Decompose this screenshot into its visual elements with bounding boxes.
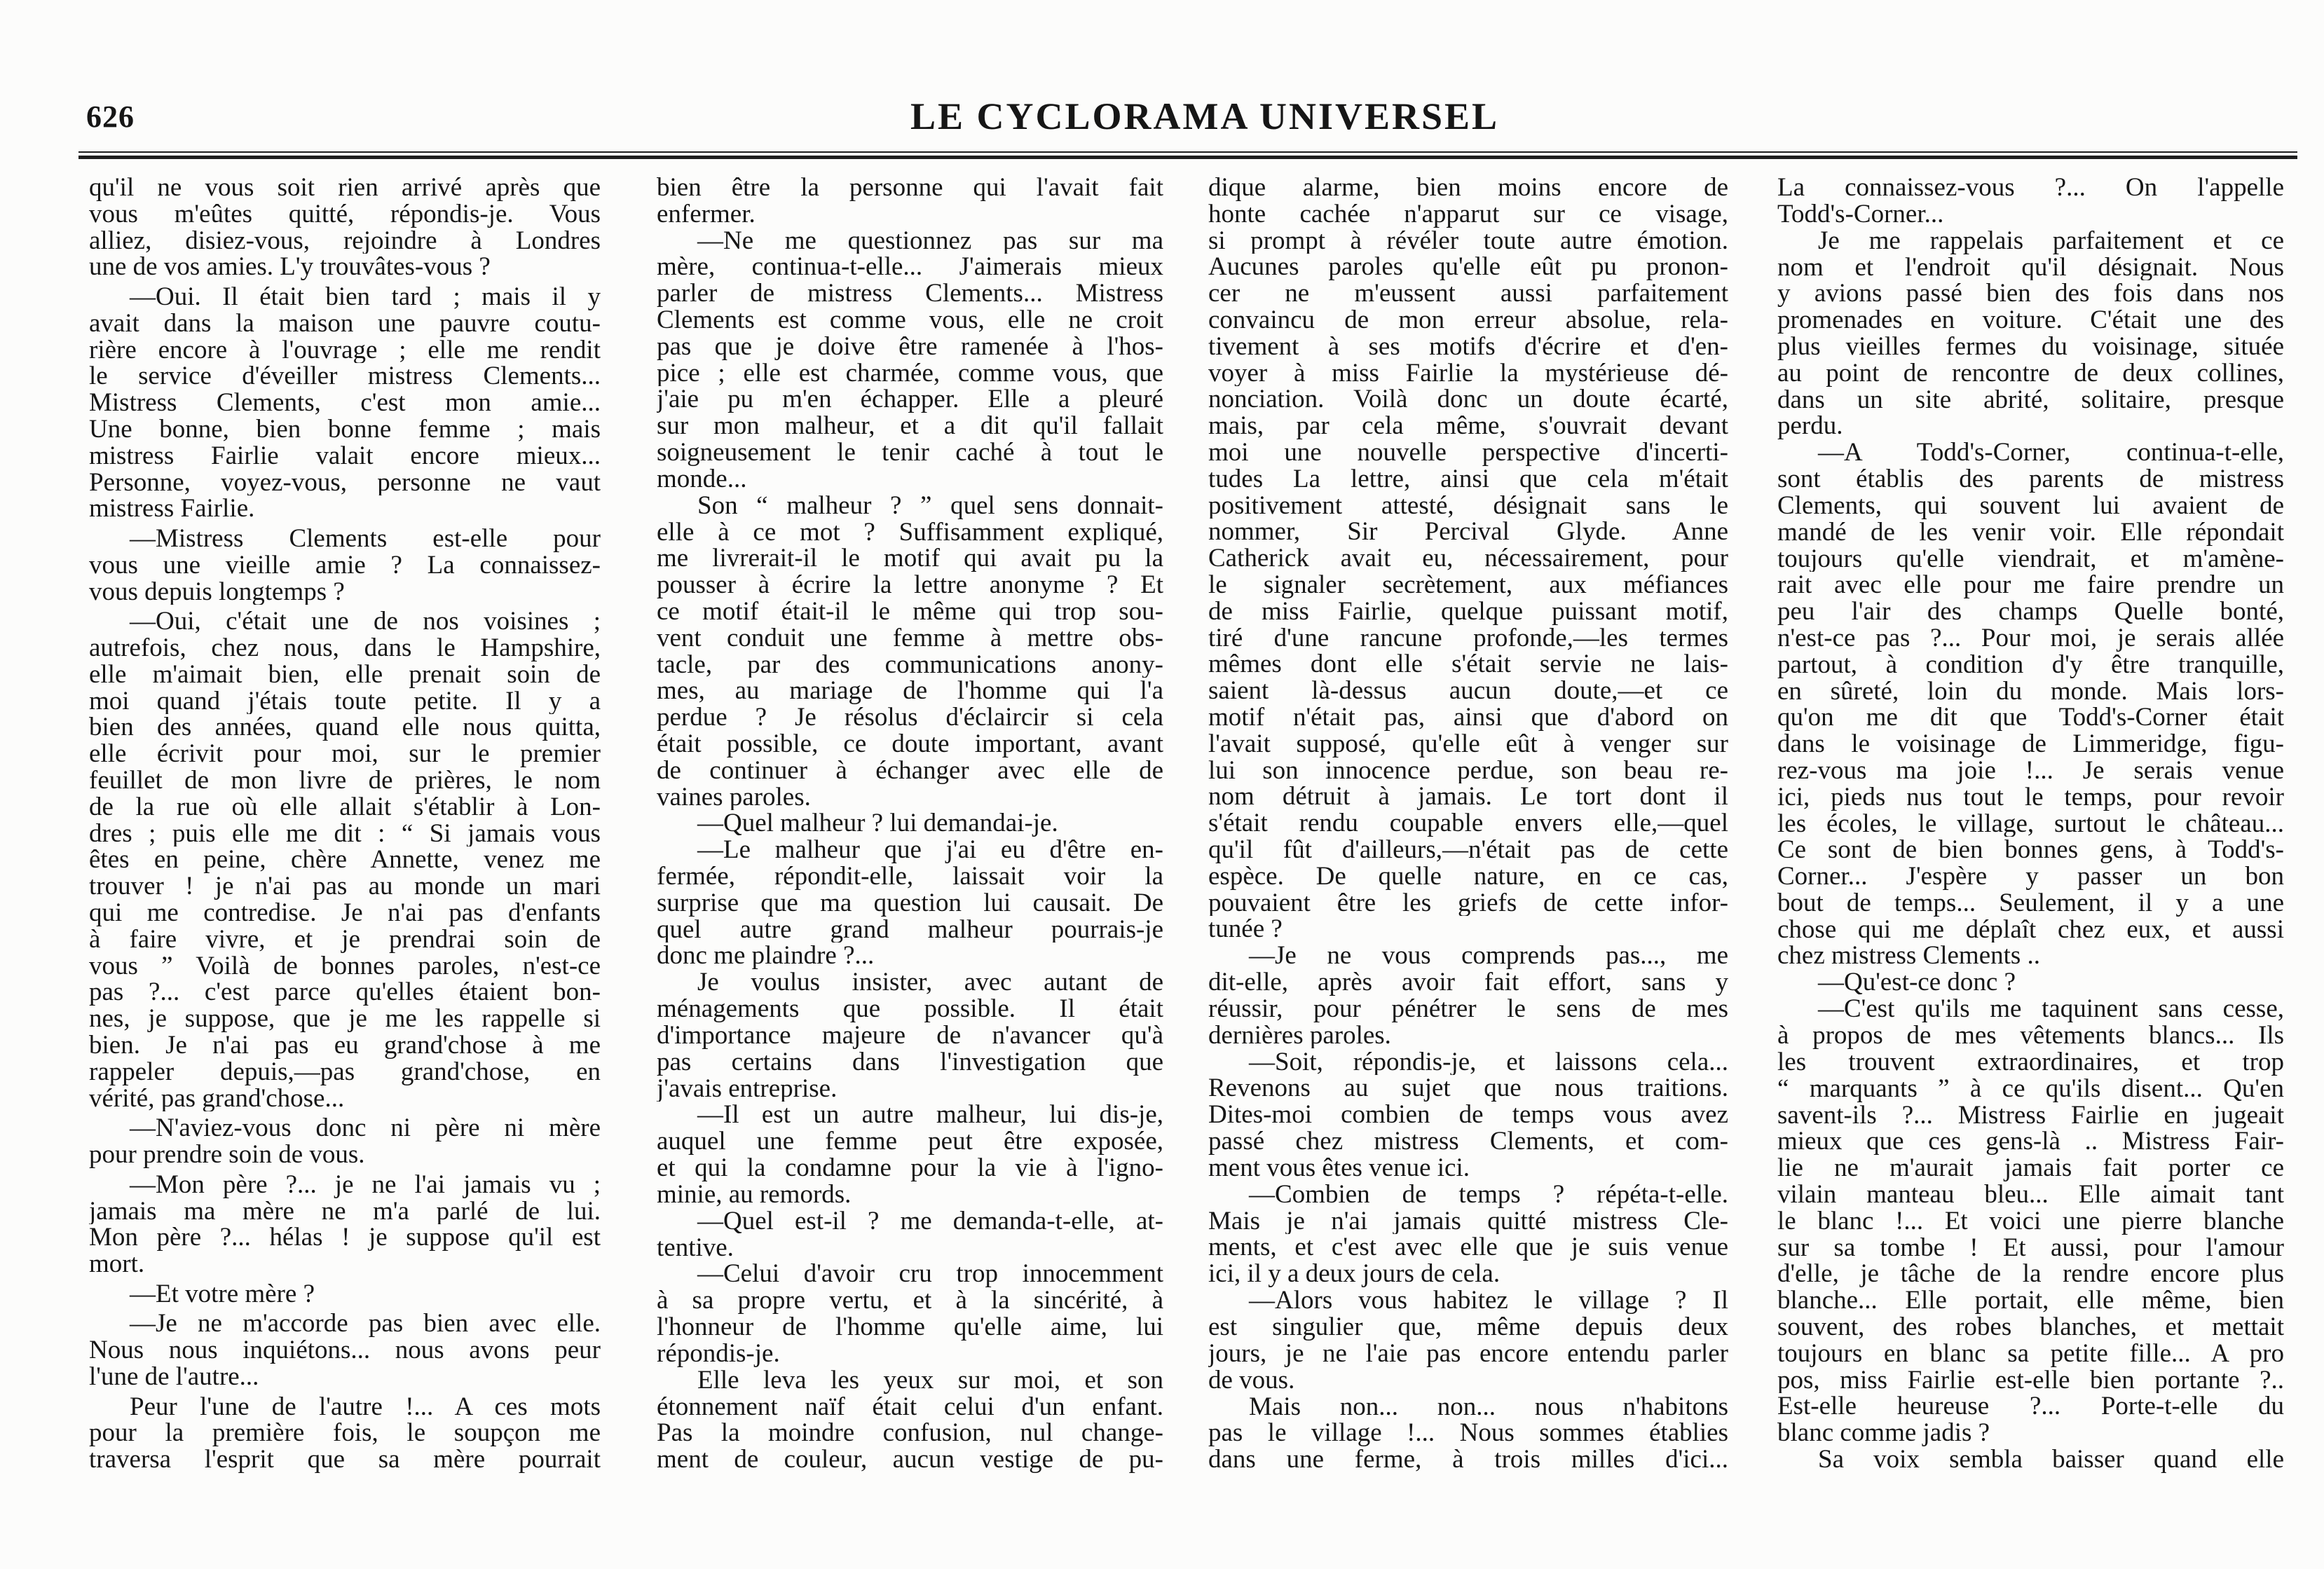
text-line: mort. (89, 1251, 145, 1277)
text-line: ment vous êtes venue ici. (1208, 1154, 1470, 1181)
paragraph (89, 284, 601, 522)
paragraph (657, 228, 1163, 493)
text-line: en sûreté, loin du monde. Mais lors- (1777, 678, 2284, 705)
paragraph (657, 1208, 1163, 1261)
text-line: pos, miss Fairlie est-elle bien portante ?.. (1777, 1366, 2284, 1394)
text-line: elle écrivit pour moi, sur le premier (89, 741, 601, 768)
text-line: —Oui, c'était une de nos voisines ; (130, 608, 601, 636)
text-line: —Le malheur que j'ai eu d'être en- (697, 837, 1163, 864)
paragraph (89, 1310, 601, 1390)
text-line: à propos de mes vêtements blancs... Ils (1777, 1022, 2284, 1050)
paragraph (1208, 174, 1728, 943)
text-line: les trouvent extraordinaires, et trop (1777, 1049, 2284, 1076)
text-line: toujours en blanc sa petite fille... A pro (1777, 1340, 2284, 1367)
text-line: nom et l'endroit qu'il désignait. Nous (1777, 254, 2284, 281)
paragraph (1777, 1446, 2284, 1473)
text-line: tunée ? (1208, 916, 1283, 943)
column-1 (89, 174, 601, 1473)
text-line: chez mistress Clements .. (1777, 943, 2041, 970)
text-line: Peur l'une de l'autre !... A ces mots (130, 1393, 601, 1420)
paragraph (1208, 1181, 1728, 1287)
page-title: LE CYCLORAMA UNIVERSEL (910, 95, 1500, 137)
text-line: auquel une femme peut être exposée, (657, 1128, 1163, 1156)
paragraph (89, 174, 601, 280)
paragraph (1208, 943, 1728, 1048)
text-line: parler de mistress Clements... Mistress (657, 280, 1163, 308)
text-line: honte cachée n'apparut sur ce visage, (1208, 200, 1728, 228)
header-rule-thick (78, 156, 2297, 159)
paragraph (1208, 1287, 1728, 1393)
text-line: Pas la moindre confusion, nul change- (657, 1420, 1163, 1447)
text-line: Mais non... non... nous n'habitons (1249, 1393, 1728, 1420)
text-line: positivement attesté, désignait sans le (1208, 492, 1728, 519)
text-line: Personne, voyez-vous, personne ne vaut (89, 469, 601, 496)
text-line: pas certains dans l'investigation que (657, 1048, 1163, 1076)
text-line: l'honneur de l'homme qu'elle aime, lui (657, 1314, 1163, 1341)
text-line: j'avais entreprise. (657, 1075, 838, 1102)
text-line: bien des années, quand elle nous quitta, (89, 714, 601, 741)
text-line: et qui la condamne pour la vie à l'igno- (657, 1155, 1163, 1181)
text-line: Est-elle heureuse ?... Porte-t-elle du (1777, 1393, 2284, 1420)
text-line: plus vieilles fermes du voisinage, située (1777, 333, 2284, 360)
text-line: Ce sont de bien bonnes gens, à Todd's- (1777, 837, 2284, 864)
text-line: moi une nouvelle perspective d'incerti- (1208, 439, 1728, 466)
text-line: —Alors vous habitez le village ? Il (1249, 1287, 1728, 1315)
text-line: dans le voisinage de Limmeridge, figu- (1777, 731, 2284, 758)
text-line: Aucunes paroles qu'elle eût pu pronon- (1208, 254, 1728, 281)
text-line: au point de rencontre de deux collines, (1777, 359, 2284, 387)
text-line: elle m'aimait bien, elle prenait soin de (89, 661, 601, 688)
text-line: une de vos amies. L'y trouvâtes-vous ? (89, 254, 491, 281)
text-line: fermée, répondit-elle, laissait voir la (657, 863, 1163, 890)
text-line: si prompt à révéler toute autre émotion. (1208, 227, 1728, 254)
text-line: elle à ce mot ? Suffisamment expliqué, (657, 519, 1163, 546)
text-line: vent conduit une femme à mettre obs- (657, 624, 1163, 652)
text-line: —Qu'est-ce donc ? (1818, 969, 2016, 996)
text-line: mère, continua-t-elle... J'aimerais mieux (657, 254, 1163, 281)
text-line: les écoles, le village, surtout le château... (1777, 810, 2284, 837)
paragraph (657, 837, 1163, 969)
paragraph (89, 1172, 601, 1277)
text-line: de la rue où elle allait s'établir à Lon- (89, 793, 601, 821)
paragraph (1777, 969, 2284, 996)
text-line: —Et votre mère ? (130, 1280, 315, 1308)
text-line: nonciation. Voilà donc un doute écarté, (1208, 386, 1728, 413)
text-line: jours, je ne l'aie pas encore entendu parler (1208, 1340, 1728, 1367)
text-line: l'avait supposé, qu'elle eût à venger sur (1208, 730, 1728, 758)
text-line: savent-ils ?... Mistress Fairlie en jugeait (1777, 1102, 2284, 1129)
text-line: avait dans la maison une pauvre coutu- (89, 310, 601, 337)
text-line: blanche... Elle portait, elle même, bien (1777, 1287, 2284, 1315)
text-line: donc me plaindre ?... (657, 943, 875, 970)
text-line: Revenons au sujet que nous traitions. (1208, 1075, 1728, 1102)
text-line: tentive. (657, 1234, 734, 1261)
text-line: nom détruit à jamais. Le tort dont il (1208, 783, 1728, 811)
text-line: chose qui me déplaît chez eux, et aussi (1777, 916, 2284, 943)
text-line: —N'aviez-vous donc ni père ni mère (130, 1115, 601, 1142)
text-line: à sa propre vertu, et à la sincérité, à (657, 1287, 1163, 1315)
text-line: vaines paroles. (657, 783, 811, 811)
text-line: rière encore à l'ouvrage ; elle me rendit (89, 336, 601, 364)
text-line: de miss Fairlie, quelque puissant motif, (1208, 598, 1728, 625)
text-line: tudes La lettre, ainsi que cela m'était (1208, 465, 1728, 493)
column-4 (1777, 174, 2284, 1473)
text-line: moi quand j'étais toute petite. Il y a (89, 687, 601, 715)
text-line: sont établis des parents de mistress (1777, 466, 2284, 493)
text-line: —A Todd's-Corner, continua-t-elle, (1818, 439, 2284, 467)
text-line: —Quel malheur ? lui demandai-je. (697, 810, 1058, 837)
text-line: Une bonne, bien bonne femme ; mais (89, 416, 601, 443)
text-line: —Mistress Clements est-elle pour (130, 526, 601, 552)
text-line: nommer, Sir Percival Glyde. Anne (1208, 519, 1728, 546)
text-line: n'est-ce pas ?... Pour moi, je serais allée (1777, 624, 2284, 652)
text-line: monde... (657, 465, 747, 493)
paragraph (89, 1394, 601, 1473)
text-line: perdue ? Je résolus d'éclaircir si cela (657, 704, 1163, 731)
text-line: le service d'éveiller mistress Clements... (89, 363, 601, 390)
text-line: rait avec elle pour me faire prendre un (1777, 572, 2284, 599)
text-line: pas que je doive être ramenée à l'hos- (657, 333, 1163, 360)
text-line: Mon père ?... hélas ! je suppose qu'il est (89, 1224, 601, 1252)
text-line: vilain manteau bleu... Elle aimait tant (1777, 1181, 2284, 1208)
text-line: mistress Fairlie. (89, 495, 255, 523)
text-line: le blanc !... Et voici une pierre blanche (1777, 1207, 2284, 1235)
page-number: 626 (86, 100, 135, 134)
text-line: j'aie pu m'en échapper. Elle a pleuré (657, 386, 1163, 413)
text-line: espèce. De quelle nature, en ce cas, (1208, 863, 1728, 890)
paragraph (1777, 228, 2284, 439)
text-line: La connaissez-vous ?... On l'appelle (1777, 174, 2284, 201)
text-line: voyer à miss Fairlie la mystérieuse dé- (1208, 359, 1728, 387)
text-line: jamais ma mère ne m'a parlé de lui. (89, 1198, 601, 1225)
text-line: autrefois, chez nous, dans le Hampshire, (89, 635, 601, 662)
text-line: tacle, par des communications anony- (657, 651, 1163, 678)
text-line: vous une vieille amie ? La connaissez- (89, 551, 601, 579)
text-line: mieux que ces gens-là .. Mistress Fair- (1777, 1128, 2284, 1156)
text-line: dans une ferme, à trois milles d'ici... (1208, 1446, 1728, 1473)
text-line: lie ne m'aurait jamais fait porter ce (1777, 1155, 2284, 1182)
text-line: —Je ne vous comprends pas..., me (1249, 943, 1728, 970)
text-line: tiré d'une rancune profonde,—les termes (1208, 624, 1728, 652)
text-line: d'elle, je tâche de la rendre encore plus (1777, 1261, 2284, 1288)
text-line: pousser à écrire la lettre anonyme ? Et (657, 572, 1163, 598)
text-line: feuillet de mon livre de prières, le nom (89, 767, 601, 794)
text-line: rez-vous ma joie !... Je serais venue (1777, 757, 2284, 784)
text-line: peu l'air des champs Quelle bonté, (1777, 598, 2284, 625)
text-line: cer ne m'eussent aussi parfaitement (1208, 280, 1728, 307)
text-line: dernières paroles. (1208, 1022, 1391, 1049)
paragraph (89, 1281, 601, 1308)
text-line: —Je ne m'accorde pas bien avec elle. (130, 1310, 601, 1338)
text-line: me livrerait-il le motif qui avait pu la (657, 545, 1163, 573)
text-line: Mais je n'ai jamais quitté mistress Cle- (1208, 1207, 1728, 1235)
text-line: promenades en voiture. C'était une des (1777, 307, 2284, 334)
text-line: Son “ malheur ? ” quel sens donnait- (697, 492, 1163, 519)
text-line: quel autre grand malheur pourrais-je (657, 916, 1163, 943)
paragraph (1777, 996, 2284, 1446)
text-line: Nous nous inquiétons... nous avons peur (89, 1337, 601, 1364)
text-line: dres ; puis elle me dit : “ Si jamais vous (89, 820, 601, 847)
paragraph (89, 608, 601, 1111)
paragraph (89, 1115, 601, 1168)
text-line: enfermer. (657, 200, 756, 228)
text-line: mandé de les venir voir. Elle répondait (1777, 519, 2284, 546)
text-line: y avions passé bien des fois dans nos (1777, 280, 2284, 308)
text-line: pour la première fois, le soupçon me (89, 1420, 601, 1447)
text-line: ménagements que possible. Il était (657, 996, 1163, 1022)
text-line: l'une de l'autre... (89, 1363, 259, 1390)
text-line: dans un site abrité, solitaire, presque (1777, 386, 2284, 413)
text-line: saient là-dessus aucun doute,—et ce (1208, 678, 1728, 704)
text-line: Je me rappelais parfaitement et ce (1818, 227, 2284, 254)
text-line: sur sa tombe ! Et aussi, pour l'amour (1777, 1234, 2284, 1261)
text-line: Mistress Clements, c'est mon amie... (89, 390, 601, 417)
text-line: traversa l'esprit que sa mère pourrait (89, 1446, 601, 1473)
text-line: de vous. (1208, 1366, 1295, 1394)
text-line: partout, à condition d'y être tranquille, (1777, 651, 2284, 678)
text-line: vous m'eûtes quitté, répondis-je. Vous (89, 200, 601, 228)
text-line: Corner... J'espère y passer un bon (1777, 863, 2284, 890)
text-line: convaincu de mon erreur absolue, rela- (1208, 306, 1728, 334)
text-line: d'importance majeure de n'avancer qu'à (657, 1022, 1163, 1049)
text-line: passé chez mistress Clements, et com- (1208, 1128, 1728, 1155)
text-line: était possible, ce doute important, avant (657, 730, 1163, 758)
text-line: Clements, qui souvent lui avaient de (1777, 492, 2284, 519)
text-line: qu'on me dit que Todd's-Corner était (1777, 704, 2284, 732)
text-line: alliez, disiez-vous, rejoindre à Londres (89, 227, 601, 254)
text-line: “ marquants ” à ce qu'ils disent... Qu'en (1777, 1075, 2284, 1102)
text-line: —Celui d'avoir cru trop innocemment (697, 1261, 1163, 1288)
text-line: qui me contredise. Je n'ai pas d'enfants (89, 900, 601, 926)
text-line: motif n'était pas, ainsi que d'abord on (1208, 704, 1728, 731)
text-line: soigneusement le tenir caché à tout le (657, 439, 1163, 466)
text-line: mais, par cela même, s'ouvrait devant (1208, 413, 1728, 439)
text-line: perdu. (1777, 413, 1843, 440)
paragraph (657, 810, 1163, 837)
text-line: le signaler secrètement, aux méfiances (1208, 571, 1728, 598)
text-line: nes, je suppose, que je me les rappelle si (89, 1006, 601, 1033)
text-line: rappeler depuis,—pas grand'chose, en (89, 1058, 601, 1085)
text-line: bien. Je n'ai pas eu grand'chose à me (89, 1032, 601, 1059)
text-line: Sa voix sembla baisser quand elle (1818, 1446, 2284, 1473)
text-line: trouver ! je n'ai pas au monde un mari (89, 873, 601, 900)
text-line: vérité, pas grand'chose... (89, 1085, 345, 1112)
text-line: Je voulus insister, avec autant de (697, 969, 1163, 996)
text-line: minie, au remords. (657, 1181, 852, 1208)
text-line: —Mon père ?... je ne l'ai jamais vu ; (130, 1171, 601, 1198)
paragraph (657, 174, 1163, 228)
paragraph (1777, 174, 2284, 228)
text-line: pour prendre soin de vous. (89, 1142, 365, 1168)
text-line: —Ne me questionnez pas sur ma (697, 227, 1163, 254)
text-line: s'était rendu coupable envers elle,—quel (1208, 810, 1728, 837)
text-line: ici, pieds nus tout le temps, pour revoir (1777, 783, 2284, 811)
text-line: surprise que ma question lui causait. De (657, 889, 1163, 917)
text-line: qu'il ne vous soit rien arrivé après que (89, 174, 601, 201)
paragraph (1208, 1394, 1728, 1473)
paragraph (657, 1367, 1163, 1473)
text-line: de continuer à échanger avec elle de (657, 757, 1163, 784)
text-line: pice ; elle est charmée, comme vous, que (657, 359, 1163, 387)
text-line: ce motif était-il le même qui trop sou- (657, 598, 1163, 625)
text-line: blanc comme jadis ? (1777, 1420, 1990, 1446)
text-line: tivement à ses motifs d'écrire et d'en- (1208, 333, 1728, 360)
text-line: ici, il y a deux jours de cela. (1208, 1261, 1501, 1288)
column-2 (657, 174, 1163, 1473)
text-line: sur mon malheur, et a dit qu'il fallait (657, 413, 1163, 440)
column-3 (1208, 174, 1728, 1473)
text-line: répondis-je. (657, 1340, 780, 1367)
paragraph (657, 1261, 1163, 1366)
text-line: Dites-moi combien de temps vous avez (1208, 1102, 1728, 1129)
text-line: bout de temps... Seulement, il y a une (1777, 889, 2284, 917)
text-line: —C'est qu'ils me taquinent sans cesse, (1818, 996, 2284, 1023)
text-line: mistress Fairlie valait encore mieux... (89, 442, 601, 470)
paragraph (1777, 439, 2284, 969)
text-line: —Il est un autre malheur, lui dis-je, (697, 1102, 1163, 1129)
text-line: ments, et c'est avec elle que je suis venue (1208, 1234, 1728, 1261)
text-line: Clements est comme vous, elle ne croit (657, 307, 1163, 334)
text-line: Todd's-Corner... (1777, 200, 1944, 228)
text-line: Catherick avait eu, nécessairement, pour (1208, 545, 1728, 572)
text-line: vous ” Voilà de bonnes paroles, n'est-ce (89, 952, 601, 980)
text-line: lui son innocence perdue, son beau re- (1208, 757, 1728, 784)
text-line: dique alarme, bien moins encore de (1208, 174, 1728, 201)
text-line: —Oui. Il était bien tard ; mais il y (130, 284, 601, 310)
text-line: vous depuis longtemps ? (89, 578, 345, 605)
text-line: pas le village !... Nous sommes établies (1208, 1420, 1728, 1447)
header-rule-thin (78, 151, 2297, 153)
text-line: mes, au mariage de l'homme qui l'a (657, 678, 1163, 705)
text-line: réussir, pour pénétrer le sens de mes (1208, 995, 1728, 1022)
text-line: mêmes dont elle s'était servie ne lais- (1208, 651, 1728, 678)
text-line: pouvaient être les griefs de cette infor- (1208, 889, 1728, 917)
text-line: pas ?... c'est parce qu'elles étaient bon- (89, 979, 601, 1006)
text-line: souvent, des robes blanches, et mettait (1777, 1314, 2284, 1341)
paragraph (657, 969, 1163, 1102)
paragraph (657, 493, 1163, 811)
text-line: ment de couleur, aucun vestige de pu- (657, 1446, 1163, 1473)
paragraph (657, 1102, 1163, 1207)
text-line: qu'il fût d'ailleurs,—n'était pas de cette (1208, 836, 1728, 863)
text-line: —Combien de temps ? répéta-t-elle. (1249, 1181, 1728, 1208)
text-line: Elle leva les yeux sur moi, et son (697, 1366, 1163, 1394)
text-line: —Quel est-il ? me demanda-t-elle, at- (697, 1207, 1163, 1235)
paragraph (1208, 1049, 1728, 1181)
text-line: toujours qu'elle viendrait, et m'amène- (1777, 545, 2284, 573)
text-line: êtes en peine, chère Annette, venez me (89, 847, 601, 874)
text-line: à faire vivre, et je prendrai soin de (89, 926, 601, 953)
text-line: —Soit, répondis-je, et laissons cela... (1249, 1048, 1728, 1076)
text-line: étonnement naïf était celui d'un enfant. (657, 1393, 1163, 1420)
text-line: bien être la personne qui l'avait fait (657, 174, 1163, 201)
paragraph (89, 526, 601, 605)
text-line: dit-elle, après avoir fait effort, sans y (1208, 969, 1728, 996)
text-line: est singulier que, même depuis deux (1208, 1314, 1728, 1341)
